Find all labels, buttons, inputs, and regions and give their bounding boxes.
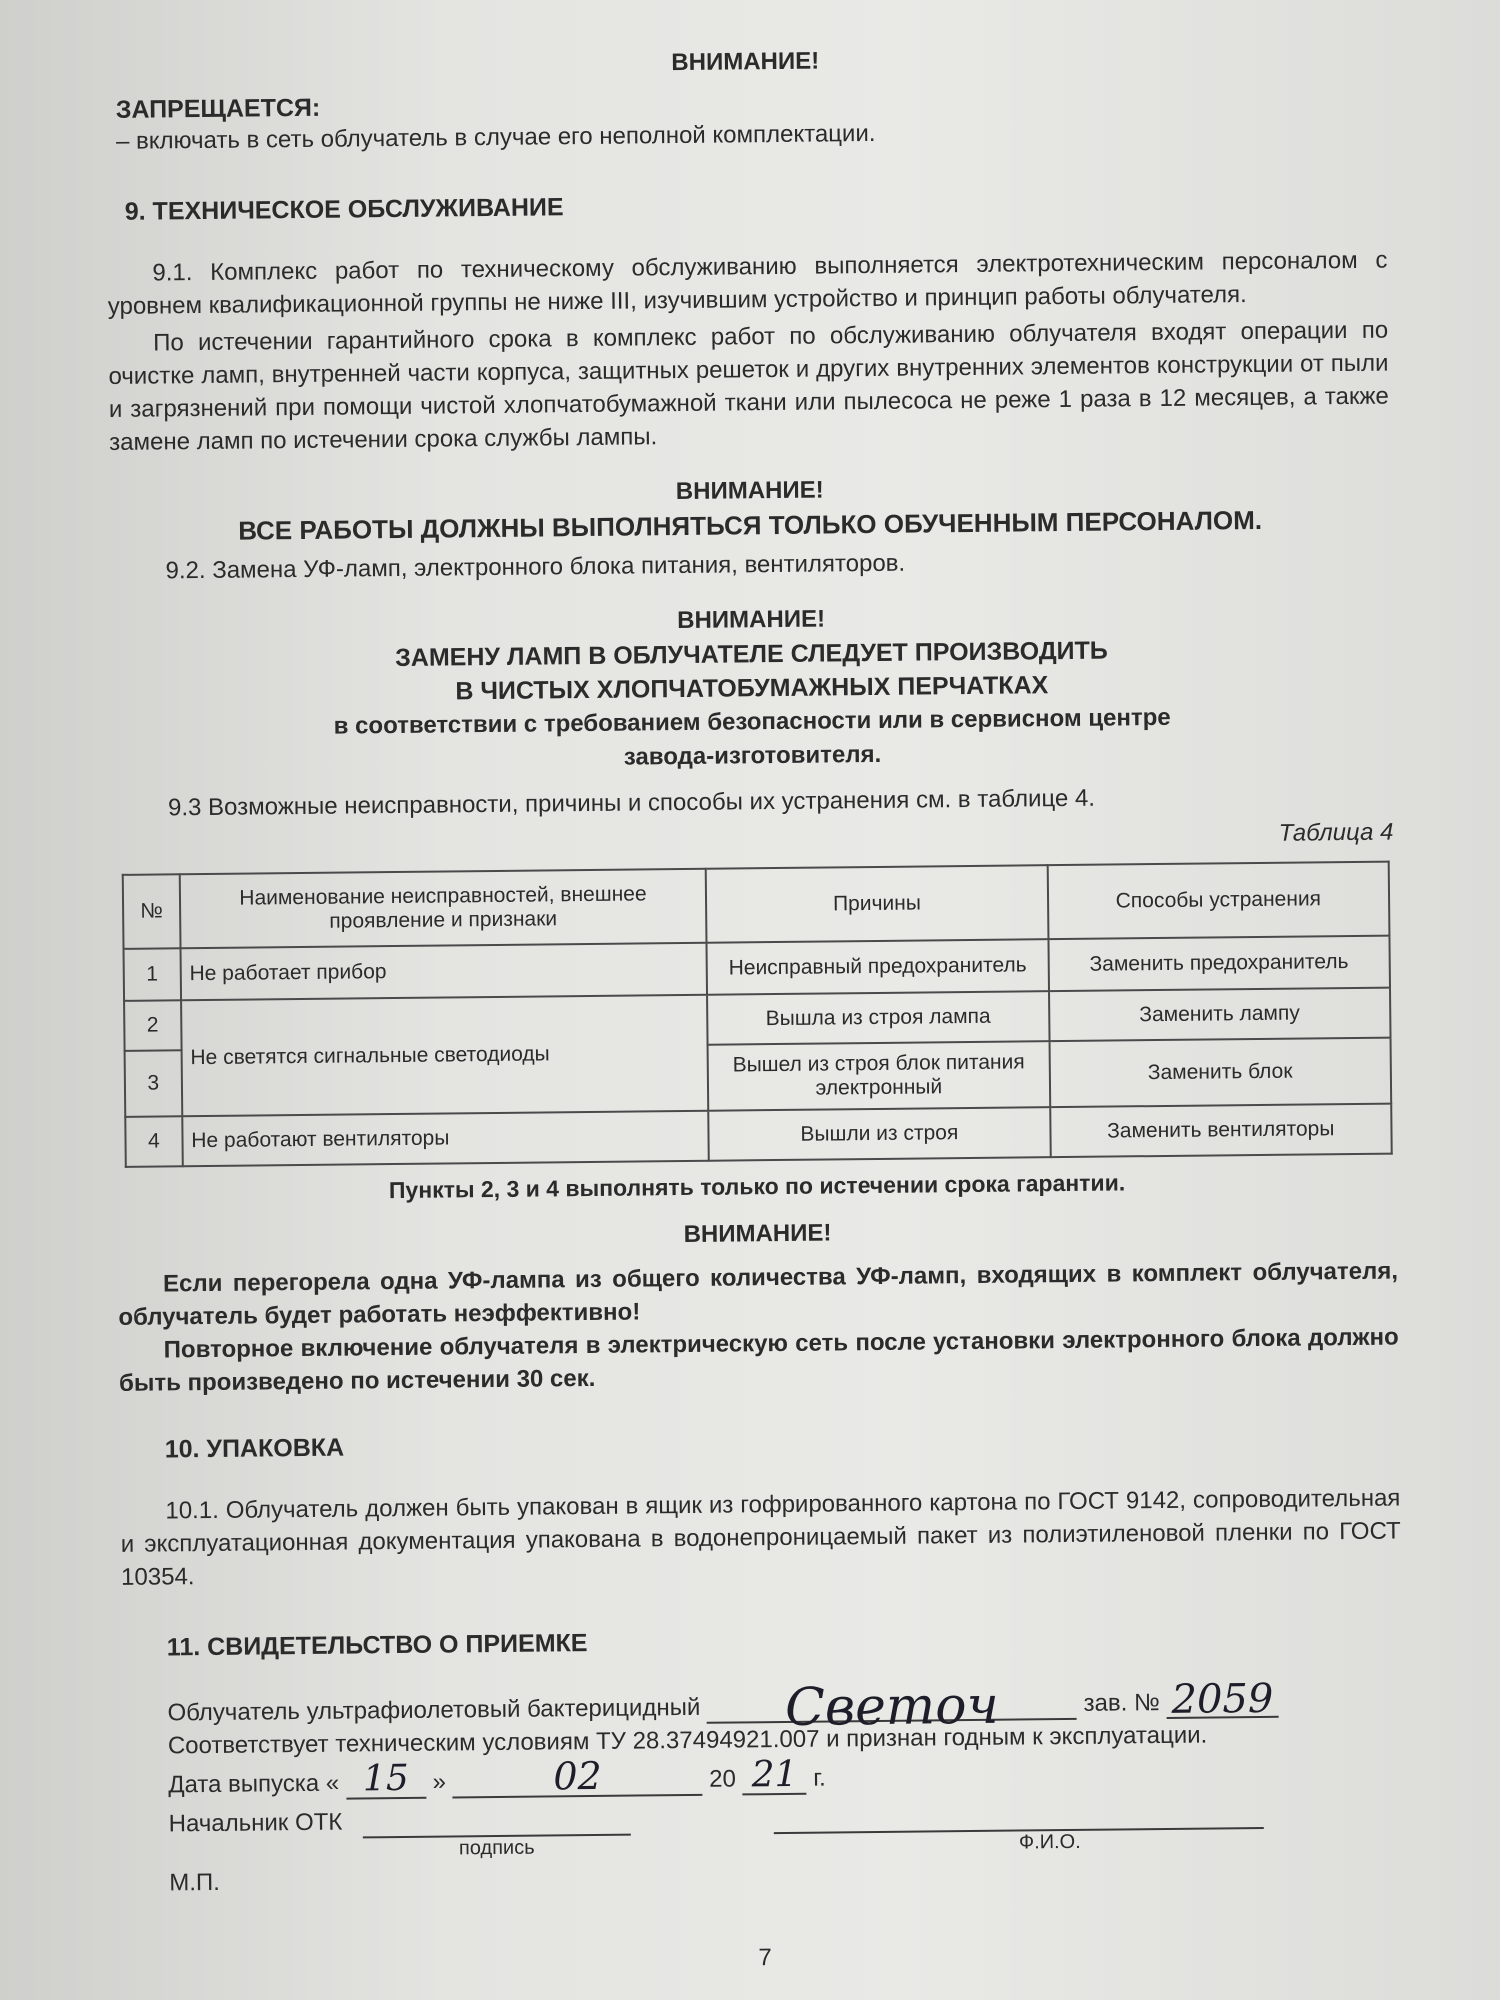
page-content: [105, 27, 1405, 1981]
row-fix: Заменить блок: [1049, 1038, 1391, 1108]
table-caption: Таблица 4: [1278, 818, 1394, 847]
warning-text-2a: ЗАМЕНУ ЛАМП В ОБЛУЧАТЕЛЕ СЛЕДУЕТ ПРОИЗВОДИТЬ: [395, 636, 1108, 672]
row-num: 3: [125, 1050, 182, 1117]
table-header-fix: Способы устранения: [1047, 862, 1389, 940]
row-cause: Вышел из строя блок питания электронный: [708, 1041, 1050, 1111]
section10-heading: 10. УПАКОВКА: [164, 1433, 345, 1464]
fio-label: Ф.И.О.: [1018, 1830, 1081, 1854]
row-cause: Неисправный предохранитель: [707, 939, 1049, 995]
day-close: »: [432, 1768, 447, 1796]
row-num: 1: [124, 948, 181, 1001]
stamp-label: М.П.: [169, 1868, 221, 1897]
row-fix: Заменить лампу: [1049, 988, 1391, 1042]
page-number: 7: [758, 1944, 772, 1972]
month-handwritten: 02: [553, 1753, 602, 1799]
warning-text-1: ВСЕ РАБОТЫ ДОЛЖНЫ ВЫПОЛНЯТЬСЯ ТОЛЬКО ОБУЧЕННЫМ ПЕРСОНАЛОМ.: [238, 504, 1263, 546]
serial-handwritten: 2059: [1171, 1675, 1274, 1723]
month-field: [452, 1753, 702, 1799]
faults-table: [122, 861, 1393, 1168]
warning-title-1: ВНИМАНИЕ!: [675, 476, 824, 506]
section9-heading: 9. ТЕХНИЧЕСКОЕ ОБСЛУЖИВАНИЕ: [124, 193, 564, 226]
year-handwritten: 21: [751, 1753, 798, 1796]
chief-label: Начальник ОТК: [168, 1808, 343, 1838]
date-label: Дата выпуска «: [168, 1769, 340, 1799]
warning-title-top: ВНИМАНИЕ!: [671, 47, 820, 77]
row-fault: Не светятся сигнальные светодиоды: [181, 995, 709, 1117]
date-line: [168, 1753, 1403, 1802]
row-num: 2: [124, 1000, 181, 1051]
table-header-fault: Наименование неисправностей, внешнее проявление и признаки: [180, 869, 707, 949]
warning-title-2: ВНИМАНИЕ!: [677, 605, 826, 635]
warning-text-2d: завода-изготовителя.: [623, 740, 882, 771]
warning-title-3: ВНИМАНИЕ!: [683, 1219, 832, 1249]
row-cause: Вышла из строя лампа: [707, 991, 1049, 1045]
section9-p2: По истечении гарантийного срока в комплекс работ по обслуживанию облучателя входят операции по очистке ламп, внутренней части корпуса, защитных решеток и других внутренних элементов конструкции от пыли и загрязнений при помощи чистой хлопчатобумажной ткани или пылесоса не реже 1 раза в 12 месяцев, а также замене ламп по истечении срока службы лампы.: [108, 316, 1389, 456]
signature-label: подпись: [458, 1836, 535, 1860]
row-fix: Заменить вентиляторы: [1050, 1104, 1392, 1158]
day-handwritten: 15: [362, 1757, 409, 1800]
section10-p1: 10.1. Облучатель должен быть упакован в ящик из гофрированного картона по ГОСТ 9142, сопроводительная и эксплуатационная документация упакована в водонепроницаемый пакет из полиэтиленовой пленки по ГОСТ 10354.: [120, 1484, 1401, 1591]
table-header-row: [123, 862, 1390, 949]
row-num: 4: [125, 1116, 182, 1167]
row-fault: Не работает прибор: [180, 943, 707, 1001]
warning-text-2c: в соответствии с требованием безопасности или в сервисном центре: [333, 703, 1171, 740]
forbidden-title: ЗАПРЕЩАЕТСЯ:: [115, 93, 321, 124]
row-fault: Не работают вентиляторы: [182, 1111, 709, 1167]
section9-p1: 9.1. Комплекс работ по техническому обслуживанию выполняется электротехническим персоналом с уровнем квалификационной группы не ниже III, изучившим устройство и принцип работы облучателя.: [107, 246, 1388, 320]
warning-text-3a: Если перегорела одна УФ-лампа из общего количества УФ-ламп, входящих в комплект облучателя, облучатель будет работать неэффективно!: [118, 1257, 1399, 1331]
serial-label: зав. №: [1083, 1689, 1160, 1717]
device-label: Облучатель ультрафиолетовый бактерицидный: [167, 1693, 701, 1727]
serial-field: [1166, 1675, 1278, 1723]
section9-p92: 9.2. Замена УФ-ламп, электронного блока питания, вентиляторов.: [165, 549, 906, 585]
table-header-num: №: [123, 874, 181, 949]
year-prefix: 20: [709, 1765, 737, 1793]
signature-field: [363, 1806, 631, 1839]
table-header-cause: Причины: [706, 865, 1048, 943]
warning-text-3b: Повторное включение облучателя в электрическую сеть после установки электронного блока должно быть произведено по истечении 30 сек.: [118, 1323, 1399, 1397]
conformity-text: Соответствует техническим условиям ТУ 28.37494921.007 и признан годным к эксплуатации.: [167, 1721, 1208, 1760]
year-field: [742, 1753, 806, 1796]
device-name-field: [707, 1675, 1077, 1738]
section11-heading: 11. СВИДЕТЕЛЬСТВО О ПРИЕМКЕ: [166, 1629, 588, 1662]
day-field: [346, 1757, 426, 1800]
section9-p93: 9.3 Возможные неисправности, причины и способы их устранения см. в таблице 4.: [167, 784, 1096, 822]
row-fix: Заменить предохранитель: [1048, 936, 1390, 992]
year-end: г.: [813, 1764, 826, 1792]
device-name-handwritten: Светоч: [784, 1675, 1000, 1738]
warning-text-2b: В ЧИСТЫХ ХЛОПЧАТОБУМАЖНЫХ ПЕРЧАТКАХ: [455, 671, 1049, 706]
warranty-note: Пункты 2, 3 и 4 выполнять только по истечении срока гарантии.: [388, 1169, 1126, 1204]
forbidden-item: – включать в сеть облучатель в случае его неполной комплектации.: [115, 119, 876, 155]
row-cause: Вышли из строя: [708, 1107, 1050, 1161]
